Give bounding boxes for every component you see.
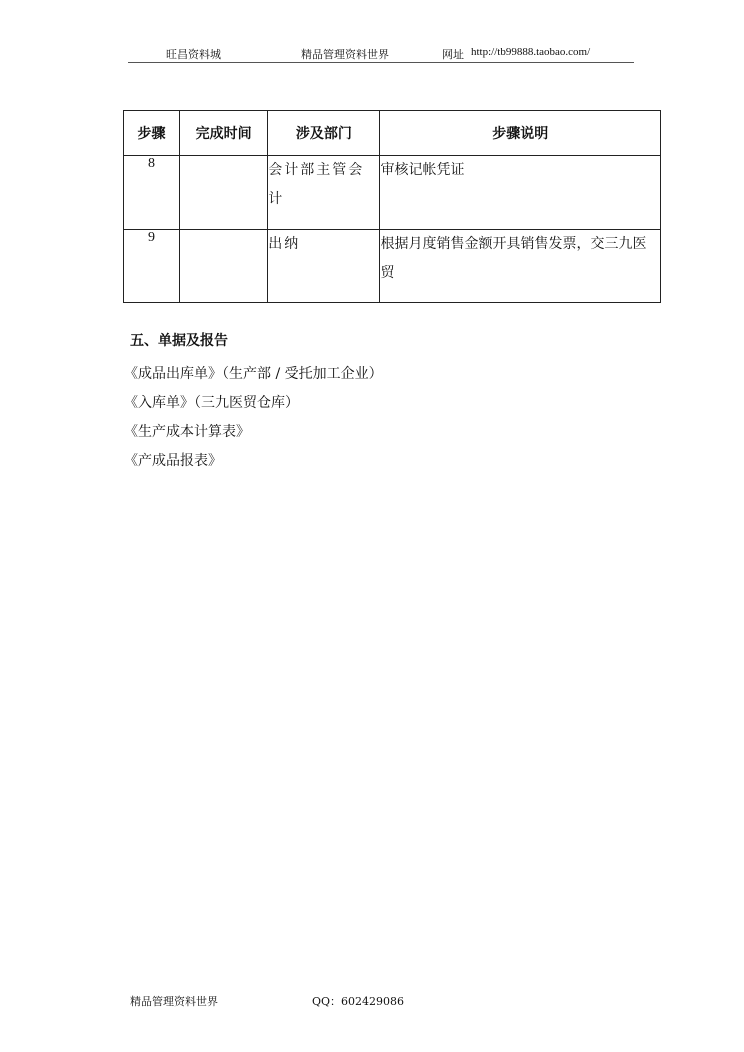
column-header-dept: 涉及部门: [268, 111, 380, 156]
column-header-step: 步骤: [124, 111, 180, 156]
header-url-label: 网址: [442, 48, 464, 61]
header-world-name: 精品管理资料世界: [301, 48, 389, 61]
footer-site-name: 精品管理资料世界: [130, 995, 218, 1008]
steps-table: [123, 110, 661, 303]
table-header-row: [124, 111, 661, 156]
cell-time: [180, 230, 268, 303]
header-url-link[interactable]: http://tb99888.taobao.com/: [471, 46, 591, 58]
cell-step: 8: [124, 156, 180, 230]
cell-dept: 会计部主管会计: [268, 156, 380, 230]
cell-desc: 审核记帐凭证: [380, 156, 661, 230]
header-shop-name: 旺昌资料城: [166, 48, 221, 61]
cell-step: 9: [124, 230, 180, 303]
cell-desc: 根据月度销售金额开具销售发票，交三九医贸: [380, 230, 661, 303]
column-header-time: 完成时间: [180, 111, 268, 156]
column-header-desc: 步骤说明: [380, 111, 661, 156]
list-item: 《入库单》（三九医贸仓库）: [124, 395, 299, 411]
list-item: 《生产成本计算表》: [124, 424, 250, 440]
table-row: [124, 156, 661, 230]
list-item: 《产成品报表》: [124, 453, 222, 469]
document-list: [124, 360, 383, 476]
cell-dept: 出纳: [268, 230, 380, 303]
cell-time: [180, 156, 268, 230]
footer-qq: QQ：602429086: [312, 995, 405, 1008]
list-item: 《成品出库单》（生产部 / 受托加工企业）: [124, 366, 383, 382]
table-row: [124, 230, 661, 303]
section-title: 五、单据及报告: [130, 333, 228, 349]
page-header: [128, 44, 634, 63]
